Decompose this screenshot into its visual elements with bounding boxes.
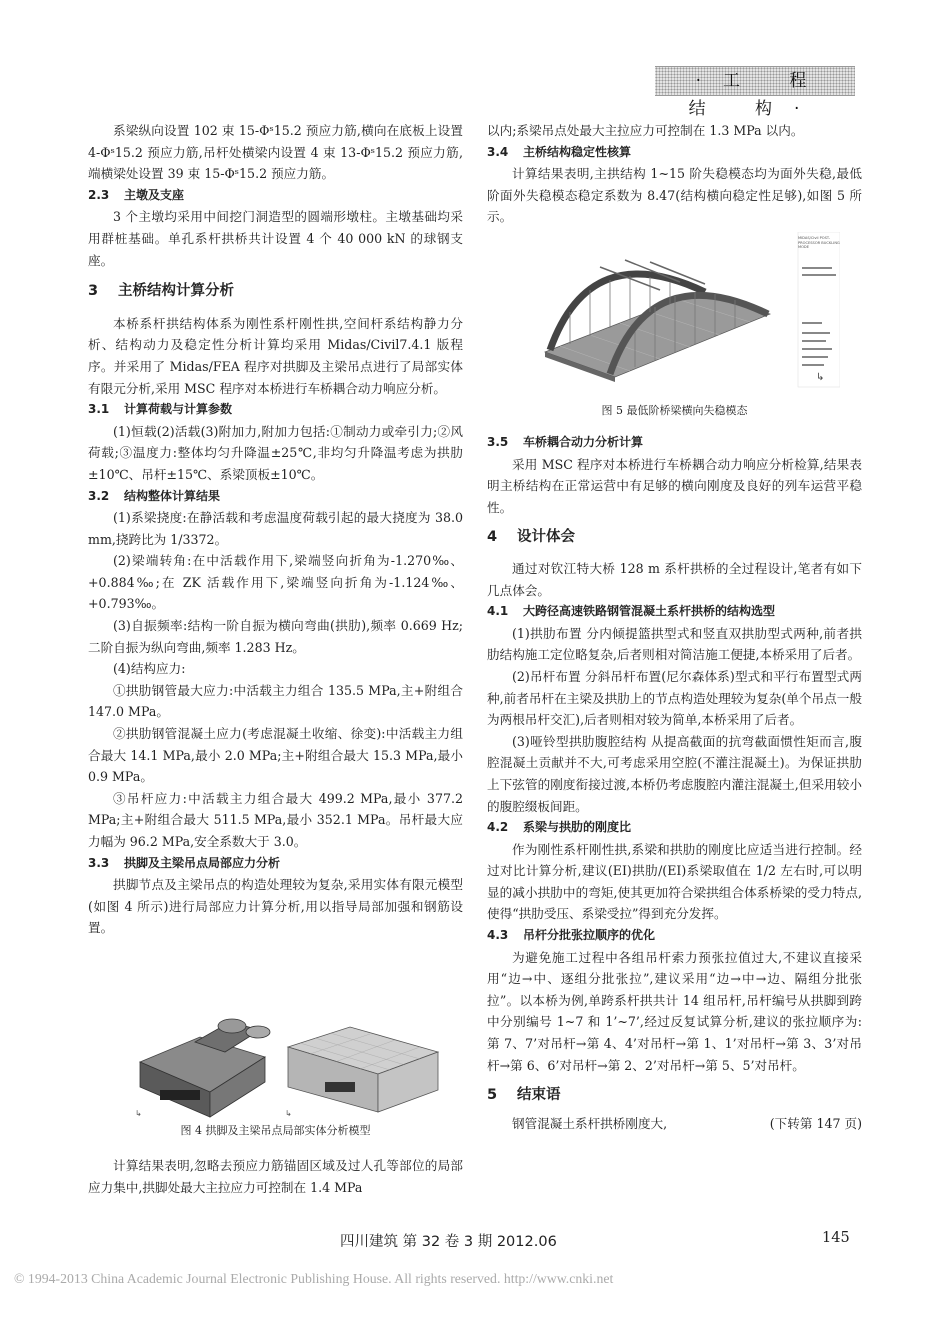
figure-5-caption: 图 5 最低阶桥梁横向失稳模态 [601, 404, 748, 417]
paragraph: (2)梁端转角:在中活载作用下,梁端竖向折角为-1.270‰、+0.884‰;在 ZK 活载作用下,梁端竖向折角为-1.124‰、+0.793‰。 [88, 553, 463, 612]
figure-5-label: MIDAS/Civil POST-PROCESSOR BUCKLING MODE [798, 236, 840, 249]
paragraph: 作为刚性系杆刚性拱,系梁和拱肋的刚度比应适当进行控制。经过对比计算分析,建议(EI)拱肋/(EI)系梁取值在 1/2 左右时,可以明显的减小拱肋中的弯矩,使其更加符合梁拱组合体系桥梁的受力特点,使得“拱肋受压、系梁受拉”得到充分发挥。 [487, 841, 862, 922]
heading-5: 5 结束语 [487, 1087, 561, 1104]
paragraph: (1)拱肋布置 分内倾提篮拱型式和竖直双拱肋型式两种,前者拱肋结构施工定位略复杂,后者则相对简洁施工便捷,本桥采用了后者。 [487, 625, 862, 663]
heading-4: 4 设计体会 [487, 529, 575, 546]
paragraph: (3)哑铃型拱肋腹腔结构 从提高截面的抗弯截面惯性矩而言,腹腔混凝土贡献并不大,可考虑采用空腔(不灌注混凝土)。为保证拱肋上下弦管的刚度衔接过渡,本桥仍考虑腹腔内灌注混凝土,但采用较小的腹腔缀板间距。 [487, 733, 862, 814]
svg-text:↳: ↳ [135, 1109, 142, 1118]
figure-5-image [540, 232, 840, 392]
heading-4-2: 4.2 系梁与拱肋的刚度比 [487, 820, 632, 835]
paragraph: (2)吊杆布置 分斜吊杆布置(尼尔森体系)型式和平行布置型式两种,前者吊杆在主梁及拱肋上的节点构造处理较为复杂(单个吊点一般为两根吊杆交汇),后者则相对较为简单,本桥采用了后者。 [487, 668, 862, 728]
figure-4-image [120, 1012, 450, 1120]
copyright-watermark: © 1994-2013 China Academic Journal Electronic Publishing House. All rights reserved. http://www.cnki.net [14, 1271, 614, 1286]
paragraph: 以内;系梁吊点处最大主拉应力可控制在 1.3 MPa 以内。 [487, 123, 804, 138]
paragraph: ①拱肋钢管最大应力:中活载主力组合 135.5 MPa,主+附组合 147.0 MPa。 [88, 682, 463, 720]
paragraph: 3 个主墩均采用中间挖门洞造型的圆端形墩柱。主墩基础均采用群桩基础。单孔系杆拱桥共计设置 4 个 40 000 kN 的球钢支座。 [88, 209, 463, 268]
paragraph: (1)恒载(2)活载(3)附加力,附加力包括:①制动力或牵引力;②风荷载;③温度力:整体均匀升降温±25℃,非均匀升降温考虑为拱肋±10℃、吊杆±15℃、系梁顶板±10℃。 [88, 423, 463, 482]
paragraph: 拱脚节点及主梁吊点的构造处理较为复杂,采用实体有限元模型(如图 4 所示)进行局部应力计算分析,用以指导局部加强和钢筋设置。 [88, 877, 463, 936]
right-column-top [487, 120, 862, 228]
figure-4-caption: 图 4 拱脚及主梁吊点局部实体分析模型 [180, 1124, 371, 1137]
paragraph: 钢管混凝土系杆拱桥刚度大, (下转第 147 页) [487, 1113, 862, 1135]
paragraph: 系梁纵向设置 102 束 15-Φˢ15.2 预应力筋,横向在底板上设置 4-Φˢ15.2 预应力筋,吊杆处横梁内设置 4 束 13-Φˢ15.2 预应力筋,端横梁处设置 39 束 15-Φˢ15.2 预应力筋。 [88, 123, 463, 182]
svg-text:↳: ↳ [285, 1109, 292, 1118]
svg-text:↳: ↳ [816, 372, 825, 383]
paragraph: ②拱肋钢管混凝土应力(考虑混凝土收缩、徐变):中活载主力组合最大 14.1 MPa,最小 2.0 MPa;主+附组合最大 15.3 MPa,最小 0.9 MPa。 [88, 726, 463, 785]
paragraph: 计算结果表明,忽略去预应力筋锚固区域及过人孔等部位的局部应力集中,拱脚处最大主拉应力可控制在 1.4 MPa [88, 1158, 463, 1195]
continuation-note: (下转第 147 页) [769, 1115, 862, 1131]
paragraph: 采用 MSC 程序对本桥进行车桥耦合动力响应分析检算,结果表明主桥结构在正常运营中有足够的横向刚度及良好的列车运营平稳性。 [487, 456, 862, 515]
heading-3-4: 3.4 主桥结构稳定性核算 [487, 144, 632, 159]
heading-3-5: 3.5 车桥耦合动力分析计算 [487, 435, 644, 449]
paragraph: 本桥系杆拱结构体系为刚性系杆刚性拱,空间杆系结构静力分析、结构动力及稳定性分析计算均采用 Midas/Civil7.4.1 版程序。并采用了 Midas/FEA 程序对拱脚及主梁吊点进行了局部实体有限元分析,采用 MSC 程序对本桥进行车桥耦合动力响应分析。 [88, 315, 463, 396]
heading-4-1: 4.1 大跨径高速铁路钢管混凝土系杆拱桥的结构选型 [487, 604, 776, 619]
paragraph: 计算结果表明,主拱结构 1~15 阶失稳模态均为面外失稳,最低阶面外失稳模态稳定系数为 8.47(结构横向稳定性足够),如图 5 所示。 [487, 166, 862, 225]
right-column-bottom [487, 432, 862, 1134]
heading-3-1: 3.1 计算荷载与计算参数 [88, 402, 233, 417]
paragraph: ③吊杆应力:中活载主力组合最大 499.2 MPa,最小 377.2 MPa;主+附组合最大 511.5 MPa,最小 352.1 MPa。吊杆最大应力幅为 96.2 MPa,安全系数大于 3.0。 [88, 790, 463, 849]
section-banner [655, 66, 855, 119]
paragraph: (3)自振频率:结构一阶自振为横向弯曲(拱肋),频率 0.669 Hz;二阶自振为纵向弯曲,频率 1.283 Hz。 [88, 618, 463, 655]
page-number: 145 [822, 1230, 850, 1246]
heading-3-2: 3.2 结构整体计算结果 [88, 488, 221, 503]
paragraph: 通过对钦江特大桥 128 m 系杆拱桥的全过程设计,笔者有如下几点体会。 [487, 560, 862, 598]
journal-footer: 四川建筑 第 32 卷 3 期 2012.06 [340, 1234, 557, 1250]
section-title: ·工 程 结 构· [688, 71, 829, 119]
left-column [88, 120, 463, 939]
heading-4-3: 4.3 吊杆分批张拉顺序的优化 [487, 928, 656, 943]
heading-2-3: 2.3 主墩及支座 [88, 187, 185, 202]
left-column-bottom [88, 1155, 463, 1198]
paragraph: 为避免施工过程中各组吊杆索力预张拉值过大,不建议直接采用“边→中、逐组分批张拉”,建议采用“边→中→边、隔组分批张拉”。以本桥为例,单跨系杆拱共计 14 组吊杆,吊杆编号从拱脚到跨中分别编号 1~7 和 1’~7’,经过反复试算分析,建议的张拉顺序为:第 7、7’对吊杆→第 4、4’对吊杆→第 1、1’对吊杆→第 3、3’对吊杆→第 6、6’对吊杆→第 2、2’对吊杆→第 5、5’对吊杆。 [487, 949, 862, 1073]
paragraph: (4)结构应力: [113, 661, 186, 677]
heading-3: 3 主桥结构计算分析 [88, 283, 234, 300]
heading-3-3: 3.3 拱脚及主梁吊点局部应力分析 [88, 855, 281, 870]
paragraph: (1)系梁挠度:在静活载和考虑温度荷载引起的最大挠度为 38.0 mm,挠跨比为 1/3372。 [88, 510, 463, 547]
